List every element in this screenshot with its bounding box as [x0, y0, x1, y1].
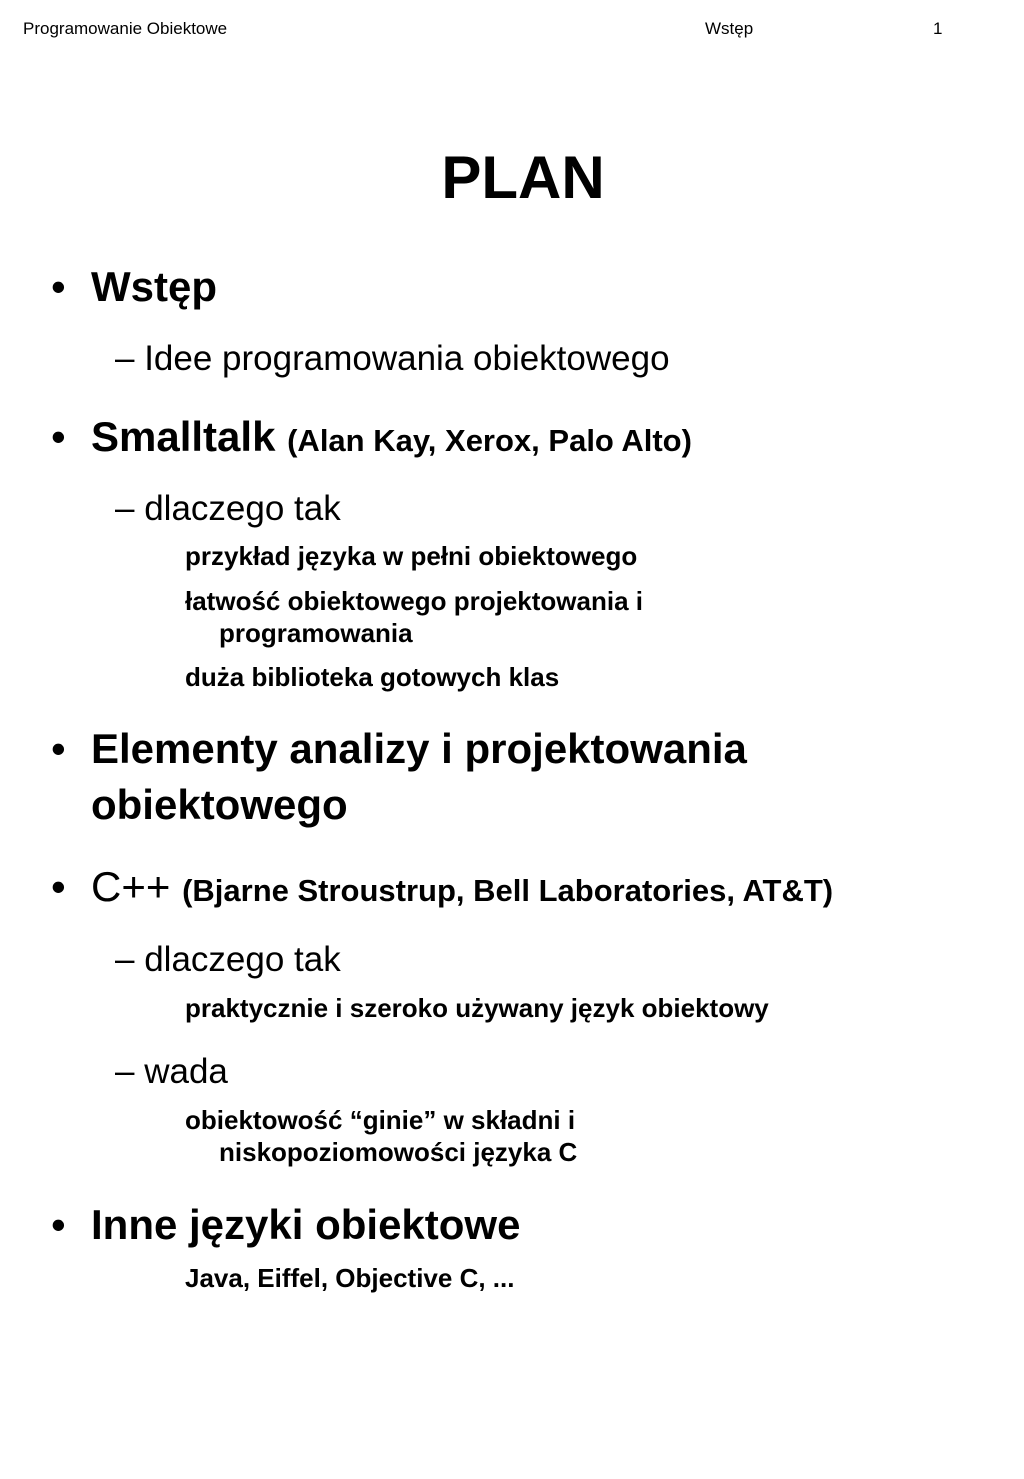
page-title: PLAN	[441, 144, 605, 211]
bullet-icon: •	[51, 725, 66, 772]
sub-item-dlaczego-tak	[115, 488, 341, 530]
outline-item-authors: (Bjarne Stroustrup, Bell Laboratories, AT&T)	[182, 873, 834, 908]
detail-item: praktycznie i szeroko używany język obiektowy	[185, 993, 769, 1023]
outline-item-authors: (Alan Kay, Xerox, Palo Alto)	[287, 423, 692, 458]
outline-item-label: C++	[91, 863, 171, 910]
outline-item-label-wrap	[91, 409, 692, 468]
bullet-icon: •	[51, 413, 66, 460]
detail-item-line: programowania	[219, 618, 413, 648]
outline-item-label: Wstęp	[91, 263, 217, 310]
sub-item-label: Idee programowania obiektowego	[144, 339, 670, 378]
outline-item-label: Inne języki obiektowe	[91, 1201, 521, 1248]
dash-icon: –	[115, 489, 135, 528]
detail-item: Java, Eiffel, Objective C, ...	[185, 1263, 515, 1293]
bullet-icon: •	[51, 1201, 66, 1248]
sub-item-idee	[115, 338, 670, 380]
dash-icon: –	[115, 1052, 135, 1091]
outline-item-label: Elementy analizy i projektowania	[91, 725, 747, 772]
page-number: 1	[933, 19, 943, 38]
header-section-title: Wstęp	[705, 19, 754, 38]
dash-icon: –	[115, 339, 135, 378]
sub-item-label: dlaczego tak	[144, 489, 341, 528]
outline-item-label: obiektowego	[91, 781, 348, 828]
outline-item-label: Smalltalk	[91, 413, 276, 460]
detail-item	[185, 585, 643, 649]
sub-item-dlaczego-tak	[115, 939, 341, 981]
sub-item-wada	[115, 1051, 228, 1093]
detail-item-line: niskopoziomowości języka C	[219, 1137, 578, 1167]
dash-icon: –	[115, 940, 135, 979]
detail-item	[185, 1104, 577, 1168]
header-course-title: Programowanie Obiektowe	[23, 19, 228, 38]
detail-item-line: łatwość obiektowego projektowania i	[185, 586, 643, 616]
sub-item-label: wada	[144, 1052, 228, 1091]
detail-item: duża biblioteka gotowych klas	[185, 662, 560, 692]
detail-item-line: obiektowość “ginie” w składni i	[185, 1105, 576, 1135]
bullet-icon: •	[51, 863, 66, 910]
bullet-icon: •	[51, 263, 66, 310]
detail-item: przykład języka w pełni obiektowego	[185, 541, 638, 571]
sub-item-label: dlaczego tak	[144, 940, 341, 979]
outline-item-label-wrap	[91, 859, 833, 918]
